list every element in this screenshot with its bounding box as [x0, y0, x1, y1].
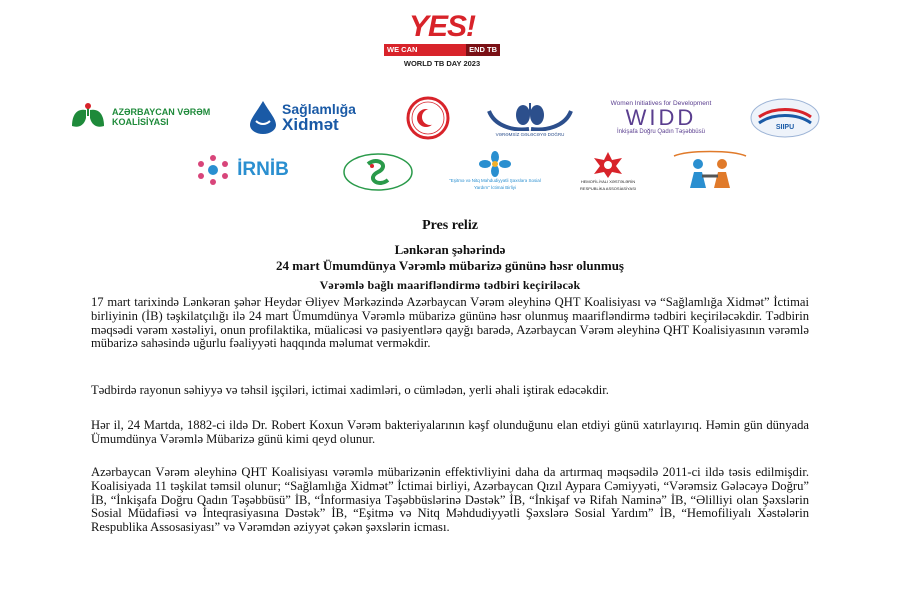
body-paragraph-4: Azərbaycan Vərəm əleyhinə QHT Koalisiyası vərəmlə mübarizənin effektivliyini daha da artırmaq məqsədilə 2011-ci ildə təsis edilmişdir. Koalisiyada 11 təşkilat təmsil olunur; “Sağlamlığa Xidmət” İctimai birliyi, Azərbaycan Qızıl Aypara Cəmiyyəti, “Vərəmsiz Gələcəyə Doğru” İB, “İnkişafa Doğru Qadın Təşəbbüsü” İB, “İnformasiya Təşəbbüslərinə Dəstək” İB, “İnkişaf və Rifah Naminə” İB, “Əlilliyi olan Şəxslərin Sosial Müdafiəsi və İnteqrasiyasına Dəstək” İB, “Eşitmə və Nitq Məhdudiyyətli Şəxslərə Sosial Yardım” İB, “Hemofiliyalı Xəstələrin Respublika Assosasiyası” və Vərəmdən əziyyət çəkən şəxslərin icması.: [91, 465, 809, 535]
world-tb-day-logo: [382, 12, 502, 72]
green-circle-logo: [340, 152, 416, 192]
widd-logo: [598, 96, 724, 140]
world-tb-day-caption: WORLD TB DAY 2023: [403, 59, 481, 68]
lungs-icon: [68, 102, 108, 132]
star-drop-icon: [588, 150, 628, 178]
widd-bottom-text: İnkişafa Doğru Qadın Təşəbbüsü: [617, 129, 705, 135]
saglamliga-text-block: [282, 101, 356, 133]
saglamliga-text: Sağlamlığa: [282, 101, 356, 117]
flower-icon: [475, 151, 515, 177]
hemophilia-association-logo: [570, 150, 646, 192]
irnib-wordmark: İRNİB: [237, 159, 289, 180]
irnib-logo: [170, 152, 312, 188]
body-paragraph-1: 17 mart tarixində Lənkəran şəhər Heydər Əliyev Mərkəzində Azərbaycan Vərəm əleyhinə QHT Koalisiyası və “Sağlamlığa Xidmət” İctimai birliyinin (İB) təşkilatçılığı ilə 24 mart Ümumdünya Vərəmlə mübarizə gününə həsr olunmuş maarifləndirmə tədbiri keçiriləcəkdir. Tədbirin məqsədi vərəm xəstəliyi, onun profilaktika, müalicəsi və pasiyentlərə qayğı barədə, Azərbaycan Vərəm əleyhinə QHT Koalisiyasının vərəmlə mübarizə sahəsində uğurlu fəaliyyəti haqqında məlumat verməkdir.: [91, 295, 809, 351]
siipu-text: SIIPU: [775, 124, 795, 131]
azerbaijan-tb-coalition-logo: [64, 100, 220, 134]
press-release-label: Pres reliz: [422, 218, 478, 233]
siipu-emblem: [749, 97, 821, 139]
hearing-speech-union-logo: [440, 150, 550, 192]
veremsiz-caption: VƏRƏMSİZ GƏLƏCƏYƏ DOĞRU: [495, 131, 565, 137]
veremsiz-gelecege-dogru-logo: [484, 98, 576, 140]
crescent-icon: [406, 96, 450, 140]
title-line-1: Lənkəran şəhərində: [394, 242, 506, 257]
green-emblem: [342, 152, 414, 192]
widd-wordmark: WIDD: [625, 105, 697, 130]
title-line-2: 24 mart Ümumdünya Vərəmlə mübarizə gününə həsr olunmuş: [275, 258, 624, 273]
drop-icon: [248, 99, 278, 135]
release-title: [0, 242, 900, 274]
we-can-text: WE CAN: [387, 45, 418, 54]
saglamliga-xidmet-logo: [238, 96, 366, 138]
end-tb-text: END TB: [466, 44, 500, 56]
body-paragraph-3: Hər il, 24 Martda, 1882-ci ildə Dr. Robert Koxun Vərəm bakteriyalarının kəşf olunduğunu elan etdiyi günü xatırlayırıq. Həmin gün dünyada Ümumdünya Vərəmlə Mübarizə günü kimi qeyd olunur.: [91, 418, 809, 446]
disability-support-logo: [668, 148, 752, 192]
siipu-logo: [748, 96, 822, 140]
yes-wordmark: YES!: [408, 10, 476, 43]
hands-lungs-icon: [485, 101, 575, 131]
body-paragraph-2: Tədbirdə rayonun səhiyyə və təhsil işçiləri, ictimai xadimləri, o cümlədən, yerli əhali iştirak edəcəkdir.: [91, 383, 609, 397]
xidmet-text: Xidmət: [282, 115, 339, 134]
people-circle-icon: [193, 154, 233, 186]
red-crescent-logo: [396, 96, 460, 140]
coalition-name: AZƏRBAYCAN VƏRƏM KOALİSİYASI: [112, 107, 211, 127]
hemophilia-caption: HEMOFİLİYALI XƏSTƏLƏRİN RESPUBLİKA ASSOSİASİYASI: [580, 179, 636, 191]
helping-hands-icon: [668, 148, 752, 192]
hearing-speech-caption: "Eşitmə və Nitq Məhdudiyyətli Şəxslərə Sosial Yardım" İctimai Birliyi: [449, 178, 541, 190]
release-subtitle: Vərəmlə bağlı maarifləndirmə tədbiri keçiriləcək: [319, 278, 581, 292]
we-can-end-tb-banner: [384, 44, 500, 56]
widd-top-text: Women Initiatives for Development: [610, 100, 712, 107]
